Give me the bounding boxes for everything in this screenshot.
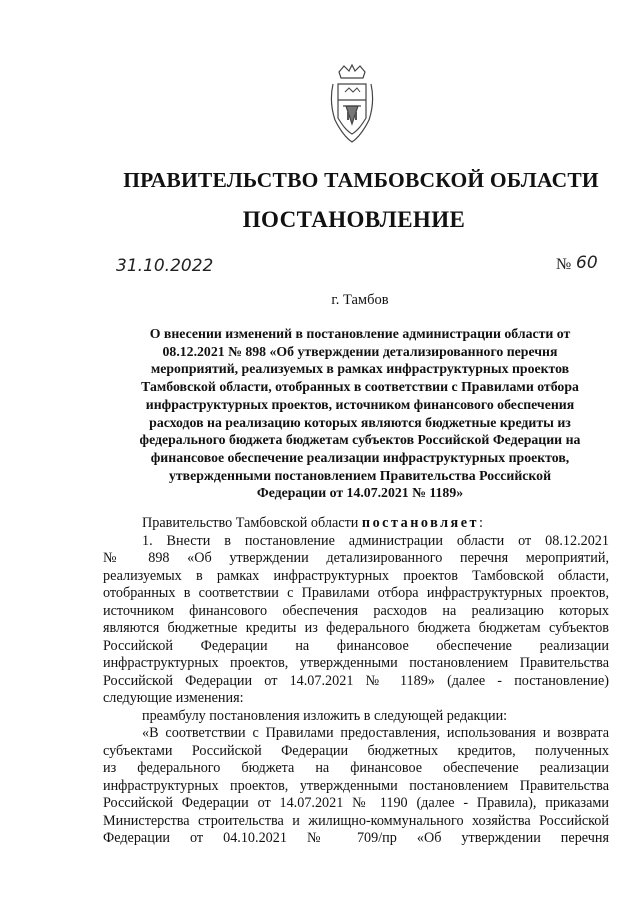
government-title: ПРАВИТЕЛЬСТВО ТАМБОВСКОЙ ОБЛАСТИ [123, 168, 599, 192]
body-line: инфраструктурных проектов, утвержденными постановлением Правительства [103, 777, 609, 794]
heading-line: инфраструктурных проектов, источником финансового обеспечения [145, 396, 575, 412]
handwritten-number: 60 [576, 253, 598, 273]
city-label: г. Тамбов [331, 292, 389, 308]
intro-prefix: Правительство Тамбовской области [142, 515, 362, 531]
body-line: инфраструктурных проектов, утвержденными постановлением Правительства [103, 655, 609, 671]
body-line: из федерального бюджета на финансовое обеспечение реализации [103, 760, 609, 776]
handwritten-date: 31.10.2022 [116, 256, 214, 276]
heading-line: 08.12.2021 № 898 «Об утверждении детализированного перечня [162, 343, 558, 359]
heading-line: финансовое обеспечение реализации инфраструктурных проектов, [150, 449, 570, 465]
number-label: № [556, 256, 572, 273]
heading-line: Тамбовской области, отобранных в соответствии с Правилами отбора [141, 379, 579, 395]
document-heading [95, 325, 625, 502]
intro-suffix: : [479, 515, 483, 531]
body-line: преамбулу постановления изложить в следующей редакции: [142, 707, 508, 724]
body-line: отобранных в соответствии с Правилами отбора инфраструктурных проектов, [103, 585, 609, 601]
heading-line: утвержденными постановлением Правительства Российской [168, 467, 552, 483]
document-type-title: ПОСТАНОВЛЕНИЕ [242, 207, 466, 232]
intro-paragraph [103, 515, 609, 533]
body-line: «В соответствии с Правилами предоставления, использования и возврата [142, 725, 609, 741]
heading-line: расходов на реализацию которых являются бюджетные кредиты из [149, 414, 571, 430]
body-line: Российской Федерации от 14.07.2021 № 1189» (далее - постановление) [103, 672, 609, 689]
body-line: источником финансового обеспечения расходов на реализацию которых [103, 602, 609, 619]
body-line: № 898 «Об утверждении детализированного перечня мероприятий, [103, 550, 609, 566]
body-line: субъектами Российской Федерации бюджетных кредитов, полученных [103, 742, 609, 759]
body-line: реализуемых в рамках инфраструктурных проектов Тамбовской области, [103, 567, 609, 584]
heading-line: О внесении изменений в постановление администрации области от [149, 326, 571, 341]
body-line: Российской Федерации от 14.07.2021 № 1190 (далее - Правила), приказами [103, 795, 609, 811]
body-line: являются бюджетные кредиты из федерального бюджета бюджетам субъектов [103, 620, 609, 636]
body-line: Федерации от 04.10.2021 № 709/пр «Об утверждении перечня [103, 830, 609, 846]
document-body [103, 515, 609, 848]
heading-line: мероприятий, реализуемых в рамках инфраструктурных проектов [150, 361, 570, 377]
body-line: 1. Внести в постановление администрации области от 08.12.2021 [142, 532, 609, 549]
body-line: Министерства строительства и жилищно-коммунального хозяйства Российской [103, 812, 609, 829]
tambov-coat-of-arms-emblem [325, 62, 379, 146]
heading-line: федерального бюджета бюджетам субъектов Российской Федерации на [139, 432, 581, 448]
body-line: Российской Федерации на финансовое обеспечение реализации [103, 637, 609, 654]
decree-word: постановляет [361, 515, 479, 531]
heading-line: Федерации от 14.07.2021 № 1189» [256, 485, 464, 501]
body-line: следующие изменения: [103, 690, 244, 706]
